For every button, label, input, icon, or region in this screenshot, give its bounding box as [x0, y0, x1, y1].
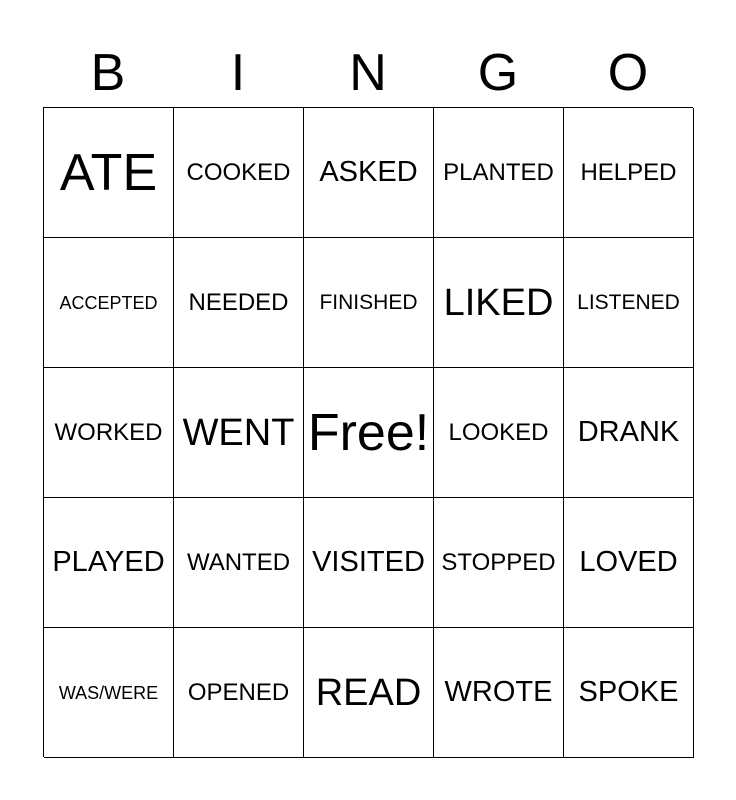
- bingo-cell[interactable]: VISITED: [304, 498, 434, 628]
- bingo-cell[interactable]: WAS/WERE: [44, 628, 174, 758]
- bingo-cell[interactable]: OPENED: [174, 628, 304, 758]
- bingo-cell[interactable]: WANTED: [174, 498, 304, 628]
- bingo-cell[interactable]: COOKED: [174, 108, 304, 238]
- header-letter-b: B: [90, 44, 126, 102]
- header-letter-n: N: [349, 44, 387, 102]
- bingo-cell[interactable]: WROTE: [434, 628, 564, 758]
- header-letter-g: G: [477, 44, 519, 102]
- bingo-cell[interactable]: WORKED: [44, 368, 174, 498]
- bingo-cell[interactable]: READ: [304, 628, 434, 758]
- bingo-cell[interactable]: NEEDED: [174, 238, 304, 368]
- bingo-cell[interactable]: WENT: [174, 368, 304, 498]
- bingo-cell[interactable]: ASKED: [304, 108, 434, 238]
- header-letter-i: I: [230, 44, 246, 102]
- bingo-cell[interactable]: FINISHED: [304, 238, 434, 368]
- bingo-cell[interactable]: LOOKED: [434, 368, 564, 498]
- bingo-cell[interactable]: PLAYED: [44, 498, 174, 628]
- free-space-cell[interactable]: Free!: [304, 368, 434, 498]
- bingo-board: [43, 107, 693, 757]
- bingo-cell[interactable]: LOVED: [564, 498, 694, 628]
- bingo-cell[interactable]: LIKED: [434, 238, 564, 368]
- bingo-cell[interactable]: HELPED: [564, 108, 694, 238]
- bingo-cell[interactable]: PLANTED: [434, 108, 564, 238]
- bingo-cell[interactable]: ACCEPTED: [44, 238, 174, 368]
- bingo-cell[interactable]: DRANK: [564, 368, 694, 498]
- header-letter-o: O: [607, 44, 649, 102]
- bingo-cell[interactable]: STOPPED: [434, 498, 564, 628]
- bingo-cell[interactable]: ATE: [44, 108, 174, 238]
- bingo-cell[interactable]: SPOKE: [564, 628, 694, 758]
- bingo-cell[interactable]: LISTENED: [564, 238, 694, 368]
- bingo-header: [43, 40, 693, 106]
